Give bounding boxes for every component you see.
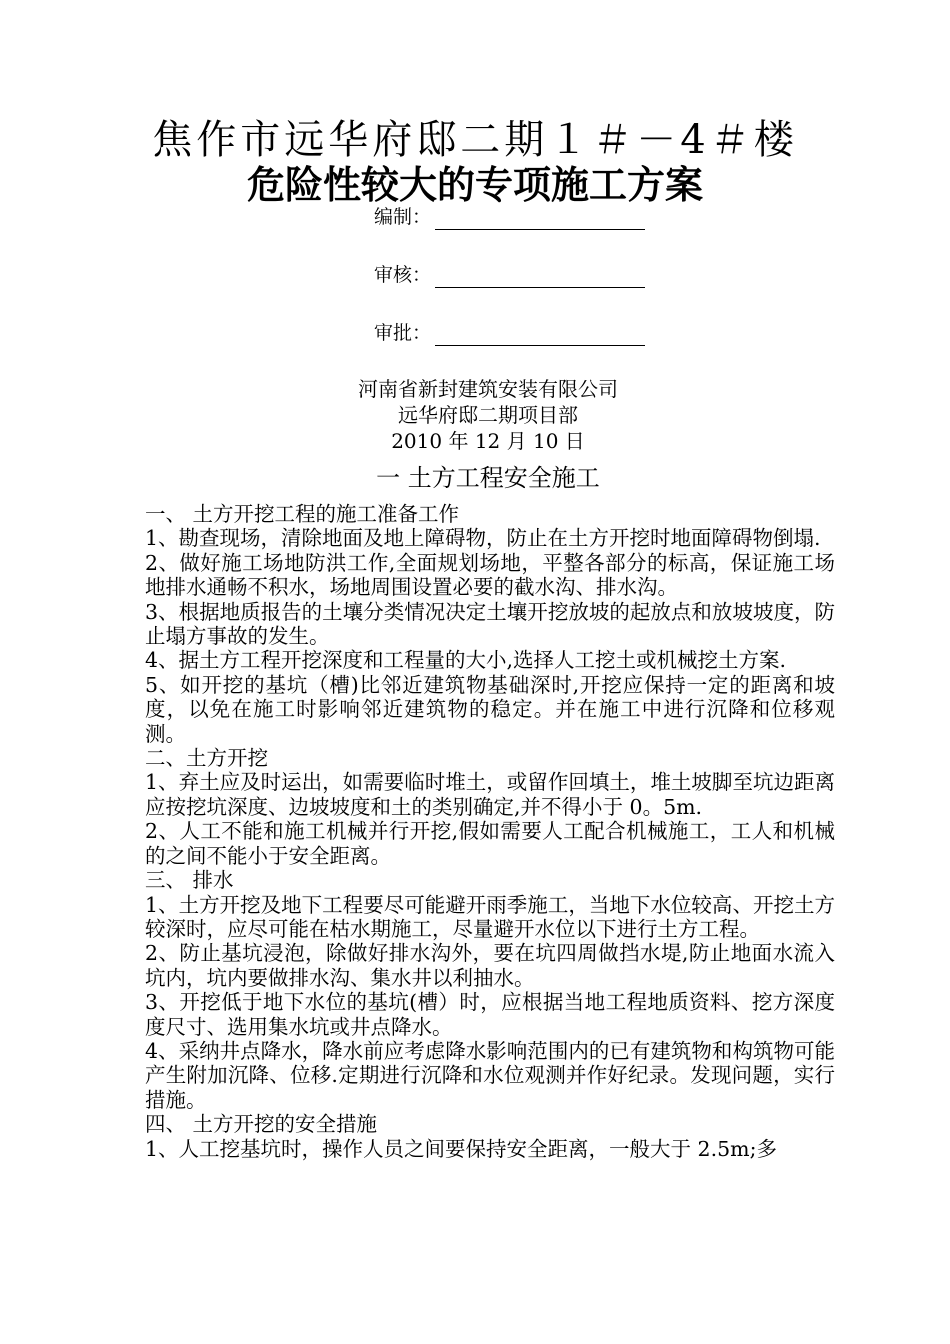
signature-approver: [374, 320, 645, 346]
paragraph: 二、土方开挖: [145, 746, 268, 771]
paragraph: 3、根据地质报告的土壤分类情况决定土壤开挖放坡的起放点和放坡坡度，防止塌方事故的发生。: [145, 599, 835, 649]
signature-compiler: [374, 204, 645, 230]
company-name: 河南省新封建筑安装有限公司: [358, 377, 618, 401]
document-body: [145, 502, 835, 1161]
paragraph: 2、做好施工场地防洪工作,全面规划场地，平整各部分的标高，保证施工场地排水通畅不积水，场地周围设置必要的截水沟、排水沟。: [145, 550, 835, 600]
paragraph: 2、防止基坑浸泡，除做好排水沟外，要在坑四周做挡水堤,防止地面水流入坑内，坑内要做排水沟、集水井以利抽水。: [145, 941, 835, 990]
project-department: 远华府邸二期项目部: [398, 403, 578, 427]
signature-reviewer: [374, 262, 645, 288]
paragraph: 1、土方开挖及地下工程要尽可能避开雨季施工，当地下水位较高、开挖土方较深时，应尽可能在枯水期施工，尽量避开水位以下进行土方工程。: [145, 892, 835, 941]
signature-line: [435, 209, 645, 230]
paragraph: 三、 排水: [145, 868, 234, 893]
document-title: 焦作市远华府邸二期１＃－4＃楼: [152, 117, 798, 163]
paragraph: 1、人工挖基坑时，操作人员之间要保持安全距离，一般大于 2.5m;多: [145, 1136, 778, 1161]
document-date: 2010 年 12 月 10 日: [391, 429, 585, 453]
signature-label: 审核：: [374, 264, 432, 286]
paragraph: 4、据土方工程开挖深度和工程量的大小,选择人工挖土或机械挖土方案.: [145, 648, 787, 673]
signature-line: [435, 325, 645, 346]
paragraph: 5、如开挖的基坑（槽)比邻近建筑物基础深时,开挖应保持一定的距离和坡度，以免在施工时影响邻近建筑物的稳定。并在施工中进行沉降和位移观测。: [145, 672, 835, 746]
paragraph: 1、弃土应及时运出，如需要临时堆土，或留作回填土，堆土坡脚至坑边距离应按挖坑深度、边坡坡度和土的类别确定,并不得小于 0。5m.: [145, 770, 835, 819]
signature-line: [435, 267, 645, 288]
signature-label: 编制：: [374, 206, 432, 228]
paragraph: 1、勘查现场，清除地面及地上障碍物，防止在土方开挖时地面障碍物倒塌.: [145, 526, 821, 551]
paragraph: 四、 土方开挖的安全措施: [145, 1112, 378, 1137]
paragraph: 一、 土方开挖工程的施工准备工作: [145, 502, 460, 526]
document-subtitle: 危险性较大的专项施工方案: [246, 162, 703, 207]
paragraph: 2、人工不能和施工机械并行开挖,假如需要人工配合机械施工，工人和机械的之间不能小于安全距离。: [145, 819, 835, 868]
paragraph: 4、采纳井点降水，降水前应考虑降水影响范围内的已有建筑物和构筑物可能产生附加沉降、位移.定期进行沉降和水位观测并作好纪录。发现问题，实行措施。: [145, 1038, 835, 1112]
signature-label: 审批：: [374, 322, 432, 344]
paragraph: 3、开挖低于地下水位的基坑(槽）时，应根据当地工程地质资料、挖方深度度尺寸、选用集水坑或井点降水。: [145, 990, 835, 1039]
section-heading: 一 土方工程安全施工: [376, 464, 600, 492]
